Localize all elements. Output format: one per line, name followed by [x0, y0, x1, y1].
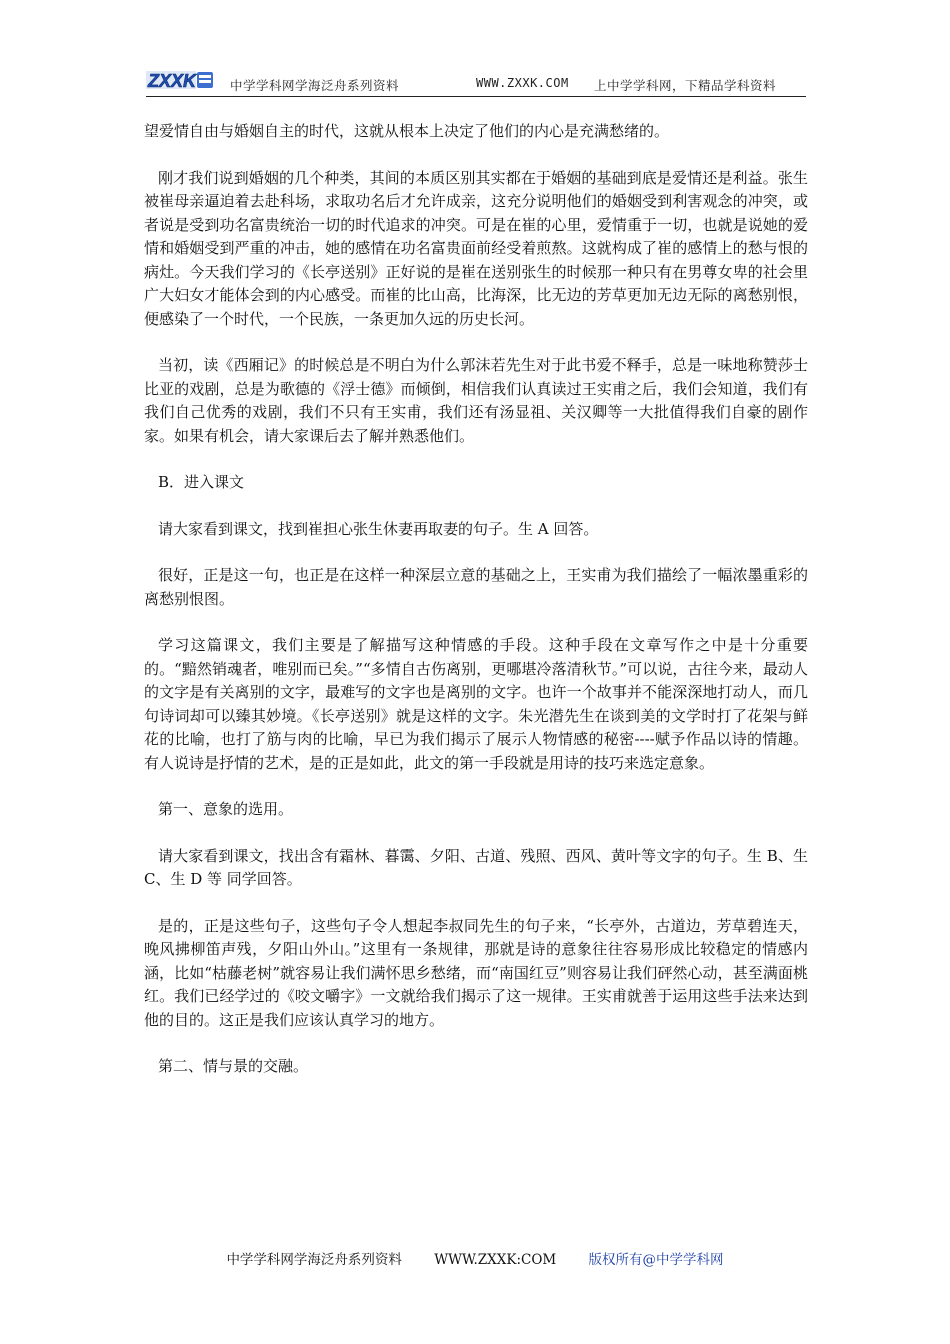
subsection-heading: 第一、意象的选用。	[158, 800, 294, 818]
footer-url[interactable]: WWW.ZXXK:COM	[434, 1252, 557, 1268]
paragraph: 刚才我们说到婚姻的几个种类，其间的本质区别其实都在于婚姻的基础到底是爱情还是利益。张生被崔母亲逼迫着去赴科场，求取功名后才允许成亲，这充分说明他们的婚姻受到利害观念的冲突，或者说是受到功名富贵统治一切的时代追求的冲突。可是在崔的心里，爱情重于一切，也就是说她的爱情和婚姻受到严重的冲击，她的感情在功名富贵面前经受着煎熬。这就构成了崔的感情上的愁与恨的病灶。今天我们学习的《长亭送别》正好说的是崔在送别张生的时候那一种只有在男尊女卑的社会里广大妇女才能体会到的内心感受。而崔的比山高，比海深，比无边的芳草更加无边无际的离愁别恨，便感染了一个时代，一个民族，一条更加久远的历史长河。	[144, 168, 808, 328]
subsection-heading: 第二、情与景的交融。	[158, 1057, 309, 1075]
page-header	[146, 66, 806, 97]
header-site-name: 中学学科网学海泛舟系列资料	[230, 78, 400, 93]
svg-text:ZXXK: ZXXK	[148, 71, 197, 91]
header-slogan: 上中学学科网，下精品学科资料	[594, 78, 777, 93]
document-body	[144, 120, 808, 1102]
page-footer	[0, 1248, 950, 1268]
paragraph: 学习这篇课文，我们主要是了解描写这种情感的手段。这种手段在文章写作之中是十分重要的。“黯然销魂者，唯别而已矣。”“多情自古伤离别，更哪堪冷落清秋节。”可以说，古往今来，最动人的文字是有关离别的文字，最难写的文字也是离别的文字。也许一个故事并不能深深地打动人，而几句诗词却可以臻其妙境。《长亭送别》就是这样的文字。朱光潜先生在谈到美的文学时打了花架与鲜花的比喻，也打了筋与肉的比喻，早已为我们揭示了展示人物情感的秘密----赋予作品以诗的情趣。有人说诗是抒情的艺术，是的正是如此，此文的第一手段就是用诗的技巧来选定意象。	[144, 636, 808, 772]
paragraph: 请大家看到课文，找出含有霜林、暮霭、夕阳、古道、残照、西风、黄叶等文字的句子。生 B、生 C、生 D 等 同学回答。	[144, 846, 808, 888]
section-heading: B．进入课文	[158, 473, 245, 491]
footer-copyright-link[interactable]: 版权所有@中学学科网	[588, 1252, 724, 1268]
paragraph: 是的，正是这些句子，这些句子令人想起李叔同先生的句子来，“长亭外，古道边，芳草碧连天，晚风拂柳笛声残，夕阳山外山。”这里有一条规律，那就是诗的意象往往容易形成比较稳定的情感内涵，比如“枯藤老树”就容易让我们满怀思乡愁绪，而“南国红豆”则容易让我们砰然心动，甚至满面桃红。我们已经学过的《咬文嚼字》一文就给我们揭示了这一规律。王实甫就善于运用这些手法来达到他的目的。这正是我们应该认真学习的地方。	[144, 916, 808, 1029]
zxxk-logo-icon	[146, 68, 214, 92]
header-url[interactable]: WWW.ZXXK.COM	[476, 76, 569, 90]
footer-site-name: 中学学科网学海泛舟系列资料	[226, 1252, 402, 1268]
paragraph-continuation: 望爱情自由与婚姻自主的时代，这就从根本上决定了他们的内心是充满愁绪的。	[144, 122, 670, 140]
paragraph: 很好，正是这一句，也正是在这样一种深层立意的基础之上，王实甫为我们描绘了一幅浓墨重彩的离愁别恨图。	[144, 566, 808, 608]
paragraph: 当初，读《西厢记》的时候总是不明白为什么郭沫若先生对于此书爱不释手，总是一味地称赞莎士比亚的戏剧，总是为歌德的《浮士德》而倾倒，相信我们认真读过王实甫之后，我们会知道，我们有我们自己优秀的戏剧，我们不只有王实甫，我们还有汤显祖、关汉卿等一大批值得我们自豪的剧作家。如果有机会，请大家课后去了解并熟悉他们。	[144, 356, 808, 445]
paragraph: 请大家看到课文，找到崔担心张生休妻再取妻的句子。生 A 回答。	[158, 519, 599, 538]
